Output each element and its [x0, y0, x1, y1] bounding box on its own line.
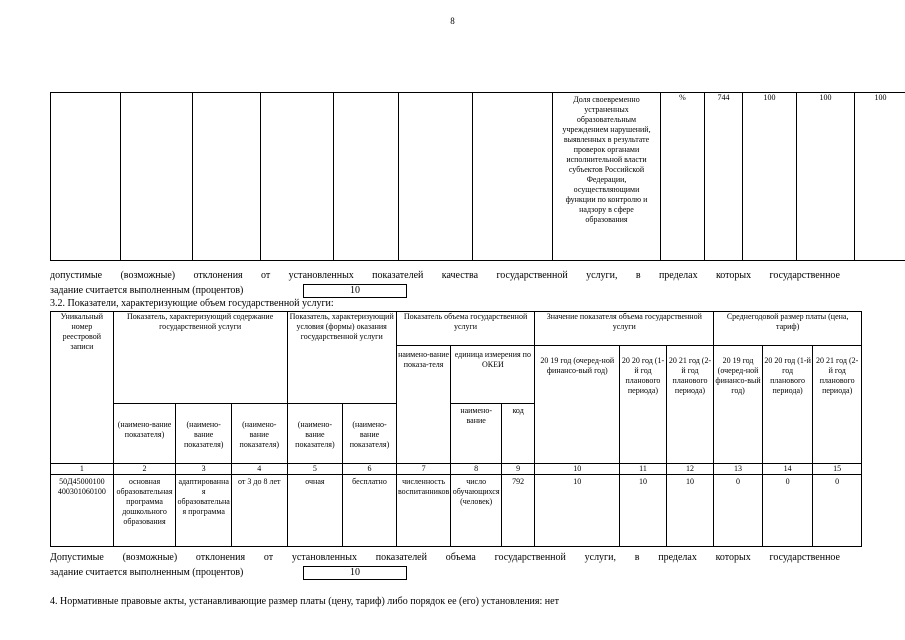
header-unit: единица измерения по ОКЕИ [451, 346, 535, 404]
column-number: 12 [666, 464, 714, 475]
empty-cell [261, 93, 334, 261]
header-year-3: 20 21 год (2-й год планового периода) [666, 346, 714, 464]
empty-cell [51, 93, 121, 261]
indicator-unit: % [661, 93, 705, 261]
header-sub-indicator: (наимено-вание показателя) [176, 404, 232, 464]
cell-fee-3: 0 [813, 475, 862, 547]
empty-cell [121, 93, 193, 261]
indicator-value-2: 100 [797, 93, 855, 261]
section-4-text: 4. Нормативные правовые акты, устанавливающие размер платы (цену, тариф) либо порядок ее (его) установления: нет [50, 596, 559, 607]
indicator-value-3: 100 [855, 93, 905, 261]
cell-unique-number: 50Д45000100 400301060100 [51, 475, 114, 547]
cell-condition-2: бесплатно [343, 475, 397, 547]
cell-unit-name: число обучающихся (человек) [451, 475, 502, 547]
column-number: 15 [813, 464, 862, 475]
header-sub-indicator: (наимено-вание показателя) [343, 404, 397, 464]
quality-table [50, 92, 905, 261]
column-number: 11 [620, 464, 667, 475]
column-numbers-row [51, 464, 862, 475]
header-content: Показатель, характеризующий содержание государственной услуги [113, 312, 287, 404]
cell-content-2: адаптированная образовательная программа [176, 475, 232, 547]
header-fee: Среднегодовой размер платы (цена, тариф) [714, 312, 862, 346]
header-year-2: 20 20 год (1-й год планового периода) [620, 346, 667, 464]
cell-indicator-name: численность воспитанников [396, 475, 451, 547]
cell-fee-2: 0 [762, 475, 813, 547]
volume-deviation-line2: задание считается выполненным (процентов) [50, 567, 244, 578]
column-number: 9 [501, 464, 534, 475]
page-number: 8 [450, 16, 455, 26]
indicator-okei: 744 [705, 93, 743, 261]
column-number: 3 [176, 464, 232, 475]
header-conditions: Показатель, характеризующий условия (формы) оказания государственной услуги [287, 312, 396, 404]
header-fee-year-1: 20 19 год (очеред-ной финансо-вый год) [714, 346, 763, 464]
header-unit-name: наимено-вание [451, 404, 502, 464]
column-number: 2 [113, 464, 176, 475]
volume-deviation-value: 10 [303, 566, 407, 580]
header-sub-indicator: (наимено-вание показателя) [113, 404, 176, 464]
quality-deviation-line1: допустимые (возможные) отклонения от установленных показателей качества государственной услуги, в пределах которых государственное [50, 270, 840, 281]
column-number: 4 [231, 464, 287, 475]
header-indicator-name: наимено-вание показа-теля [396, 346, 451, 464]
column-number: 13 [714, 464, 763, 475]
header-unique-number: Уникальный номер реестровой записи [51, 312, 114, 464]
volume-table [50, 311, 862, 547]
cell-value-2: 10 [620, 475, 667, 547]
empty-cell [473, 93, 553, 261]
column-number: 7 [396, 464, 451, 475]
cell-fee-1: 0 [714, 475, 763, 547]
header-sub-indicator: (наимено-вание показателя) [231, 404, 287, 464]
indicator-name: Доля своевременно устраненных образовательным учреждением нарушений, выявленных в результате проверок органами исполнительной власти субъектов Российской Федерации, осуществляющими функции по контролю и надзору в сфере образования [553, 93, 661, 261]
header-sub-indicator: (наимено-вание показателя) [287, 404, 343, 464]
volume-deviation-line1: Допустимые (возможные) отклонения от установленных показателей объема государственной услуги, в пределах которых государственное [50, 552, 840, 563]
column-number: 6 [343, 464, 397, 475]
header-fee-year-2: 20 20 год (1-й год планового периода) [762, 346, 813, 464]
column-number: 8 [451, 464, 502, 475]
column-number: 5 [287, 464, 343, 475]
cell-value-3: 10 [666, 475, 714, 547]
column-number: 14 [762, 464, 813, 475]
quality-deviation-value: 10 [303, 284, 407, 298]
section-title: 3.2. Показатели, характеризующие объем государственной услуги: [50, 298, 334, 309]
header-year-1: 20 19 год (очеред-ной финансо-вый год) [535, 346, 620, 464]
column-number: 10 [535, 464, 620, 475]
column-number: 1 [51, 464, 114, 475]
header-unit-code: код [501, 404, 534, 464]
empty-cell [399, 93, 473, 261]
table-row [51, 475, 862, 547]
header-volume: Показатель объема государственной услуги [396, 312, 535, 346]
cell-content-3: от 3 до 8 лет [231, 475, 287, 547]
cell-condition-1: очная [287, 475, 343, 547]
cell-content-1: основная образовательная программа дошкольного образования [113, 475, 176, 547]
header-fee-year-3: 20 21 год (2-й год планового периода) [813, 346, 862, 464]
indicator-value-1: 100 [743, 93, 797, 261]
header-value: Значение показателя объема государственной услуги [535, 312, 714, 346]
empty-cell [334, 93, 399, 261]
cell-unit-code: 792 [501, 475, 534, 547]
quality-deviation-line2: задание считается выполненным (процентов) [50, 285, 244, 296]
cell-value-1: 10 [535, 475, 620, 547]
empty-cell [193, 93, 261, 261]
